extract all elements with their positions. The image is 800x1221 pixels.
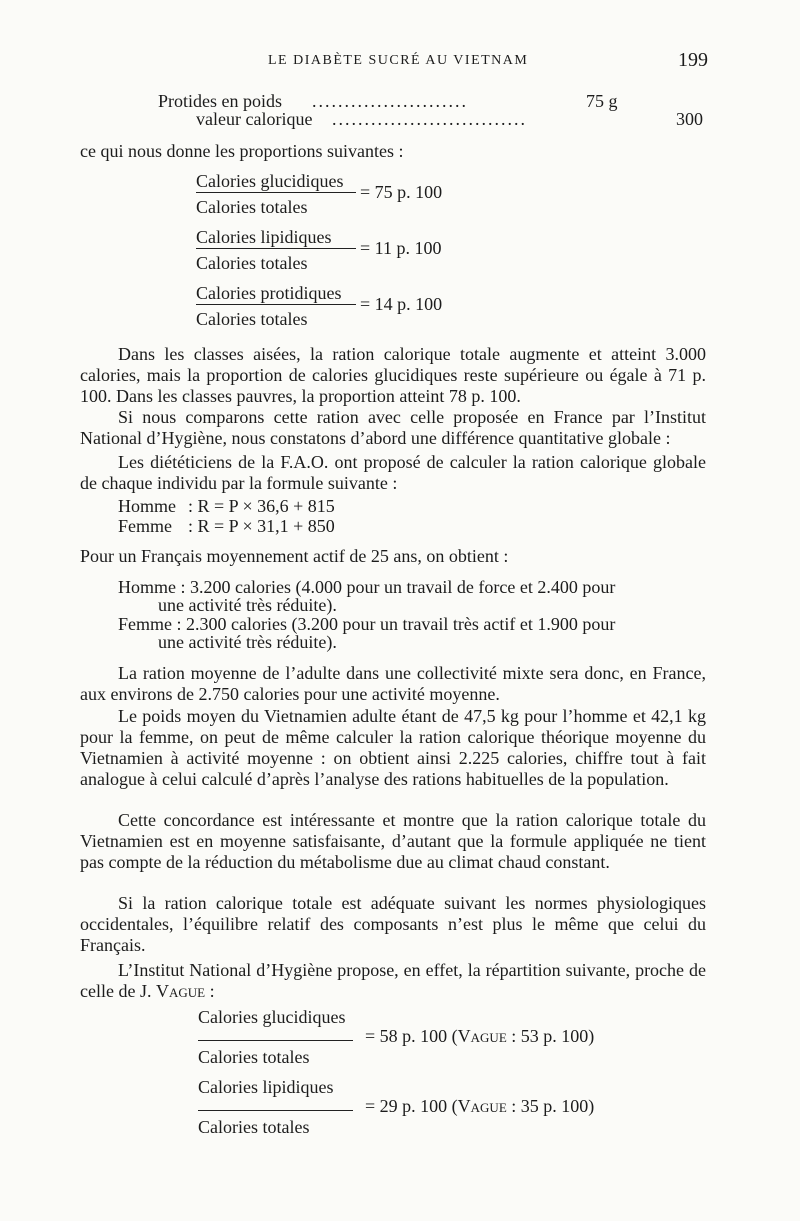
calorie-leader: .............................. xyxy=(332,109,527,129)
protides-label: Protides en poids xyxy=(158,91,282,111)
author-name: Vague xyxy=(457,1096,507,1116)
formula-label: Homme xyxy=(118,496,176,516)
fraction-bar xyxy=(196,192,356,193)
fraction-bar xyxy=(198,1110,353,1111)
ratio-numerator: Calories protidiques xyxy=(196,283,342,303)
protides-value: 75 g xyxy=(586,91,618,111)
ratio-result: = 29 p. 100 (Vague : 35 p. 100) xyxy=(365,1096,595,1116)
ratio-denominator: Calories totales xyxy=(196,253,308,273)
running-title: LE DIABÈTE SUCRÉ AU VIETNAM xyxy=(268,53,529,68)
protides-leader: ........................ xyxy=(312,91,468,111)
protides-calories: 300 xyxy=(676,109,703,129)
ratio-numerator: Calories glucidiques xyxy=(196,171,344,191)
ratio-result: = 58 p. 100 (Vague : 53 p. 100) xyxy=(365,1026,595,1046)
ratio-numerator: Calories lipidiques xyxy=(198,1077,334,1097)
author-name: Vague xyxy=(457,1026,507,1046)
ratio-numerator: Calories lipidiques xyxy=(196,227,332,247)
fraction-bar xyxy=(196,304,356,305)
paragraph: Le poids moyen du Vietnamien adulte étant de 47,5 kg pour l’homme et 42,1 kg pour la femme, on peut de même calculer la ration calorique théorique moyenne du Vietnamien à activité moyenne : on obtient ainsi 2.225 calories, chiffre tout à fait analogue à celui calculé d’après l’analyse des rations habituelles de la population. xyxy=(80,706,706,789)
paragraph: Si nous comparons cette ration avec celle proposée en France par l’Institut National d’Hygiène, nous constatons d’abord une différence quantitative globale : xyxy=(80,407,706,448)
protides-sublabel: valeur calorique xyxy=(196,109,313,129)
formula-expression: : R = P × 31,1 + 850 xyxy=(188,516,335,536)
formula-expression: : R = P × 36,6 + 815 xyxy=(188,496,335,516)
page-number: 199 xyxy=(678,49,708,71)
ratio-result: = 75 p. 100 xyxy=(360,182,443,202)
ratio-denominator: Calories totales xyxy=(196,309,308,329)
list-item: Homme : 3.200 calories (4.000 pour un travail de force et 2.400 pour xyxy=(118,577,616,597)
ratio-numerator: Calories glucidiques xyxy=(198,1007,346,1027)
list-item-continuation: une activité très réduite). xyxy=(158,595,337,615)
ratio-denominator: Calories totales xyxy=(198,1047,310,1067)
author-name: Vague xyxy=(155,981,206,1001)
ratio-denominator: Calories totales xyxy=(198,1117,310,1137)
ratio-result: = 14 p. 100 xyxy=(360,294,443,314)
list-item: Femme : 2.300 calories (3.200 pour un travail très actif et 1.900 pour xyxy=(118,614,616,634)
paragraph: Si la ration calorique totale est adéquate suivant les normes physiologiques occidentales, l’équilibre relatif des composants n’est plus le même que celui du Français. xyxy=(80,893,706,955)
paragraph: L’Institut National d’Hygiène propose, en effet, la répartition suivante, proche de celle de J. Vague : xyxy=(80,960,706,1001)
paragraph: Dans les classes aisées, la ration calorique totale augmente et atteint 3.000 calories, mais la proportion de calories glucidiques reste supérieure ou égale à 71 p. 100. Dans les classes pauvres, la proportion atteint 78 p. 100. xyxy=(80,344,706,406)
paragraph: La ration moyenne de l’adulte dans une collectivité mixte sera donc, en France, aux environs de 2.750 calories pour une activité moyenne. xyxy=(80,663,706,704)
intro-line: ce qui nous donne les proportions suivantes : xyxy=(80,141,404,161)
fraction-bar xyxy=(198,1040,353,1041)
ratio-result: = 11 p. 100 xyxy=(360,238,442,258)
ratio-denominator: Calories totales xyxy=(196,197,308,217)
paragraph: Cette concordance est intéressante et montre que la ration calorique totale du Vietnamien est en moyenne satisfaisante, d’autant que la formule appliquée ne tient pas compte de la réduction du métabolisme due au climat chaud constant. xyxy=(80,810,706,872)
paragraph: Les diététiciens de la F.A.O. ont proposé de calculer la ration calorique globale de chaque individu par la formule suivante : xyxy=(80,452,706,493)
formula-label: Femme xyxy=(118,516,172,536)
list-item-continuation: une activité très réduite). xyxy=(158,632,337,652)
paragraph: Pour un Français moyennement actif de 25 ans, on obtient : xyxy=(80,546,509,566)
fraction-bar xyxy=(196,248,356,249)
